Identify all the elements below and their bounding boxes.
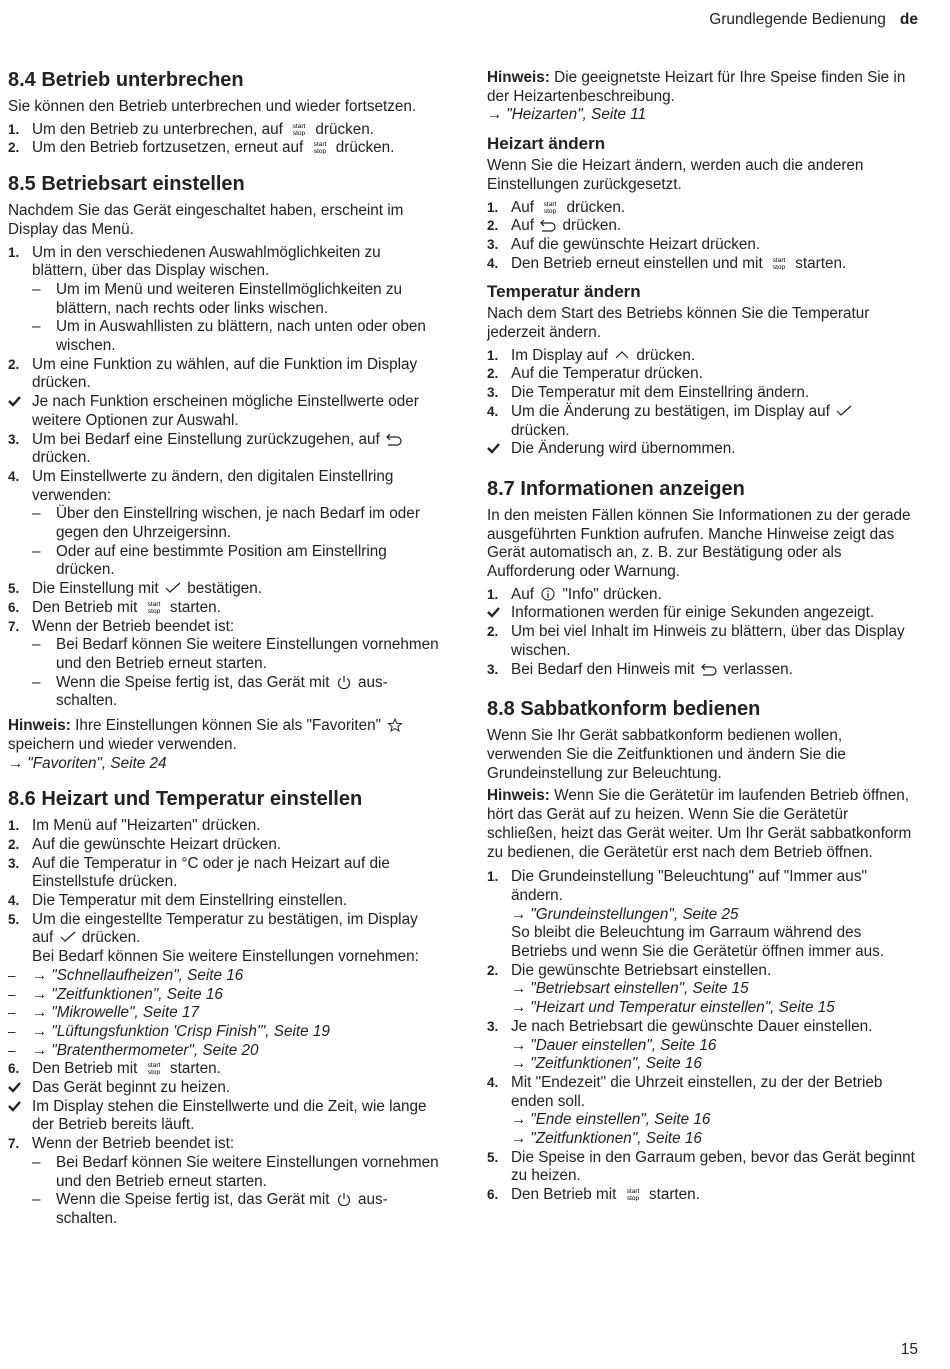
temperatur-aendern-intro: Nach dem Start des Betriebs können Sie die Temperatur jederzeit ändern. <box>487 305 870 342</box>
checkmark-icon <box>165 581 181 595</box>
list-item: 3. Bei Bedarf den Hinweis mit verlassen. <box>487 660 793 678</box>
list-item: 4. Den Betrieb erneut einstellen und mit start stop starten. <box>487 254 847 272</box>
sub-item: – Bei Bedarf können Sie weitere Einstellungen vornehmen und den Betrieb erneut starten. <box>32 636 439 672</box>
start-stop-icon <box>540 200 560 214</box>
list-item: 5. Die Speise in den Garraum geben, bevor das Gerät beginnt zu heizen. <box>487 1148 915 1185</box>
section-8-7-title: 8.7 Informationen anzeigen <box>487 477 745 500</box>
star-icon <box>387 718 403 732</box>
sub-item: – Bei Bedarf können Sie weitere Einstellungen vornehmen und den Betrieb erneut starten. <box>32 1153 439 1190</box>
result-check-icon <box>487 605 500 619</box>
list-item: 1. Im Menü auf "Heizarten" drücken. <box>8 817 261 835</box>
svg-text:stop: stop <box>147 1069 160 1076</box>
svg-text:start: start <box>626 1188 639 1196</box>
svg-text:stop: stop <box>313 148 326 155</box>
power-icon <box>336 675 352 689</box>
svg-text:stop: stop <box>544 207 557 214</box>
hint-geraetetuer: Hinweis: Wenn Sie die Gerätetür im laufenden Betrieb öffnen, hört das Gerät auf zu heizen. Wenn Sie die Gerätetür schließen, heizt das Gerät weiter. Um Ihr Gerät sabbatkonform zu bedienen, die Gerätetür erst nach dem Betrieb öffnen. <box>487 787 912 861</box>
reference-link[interactable]: → "Dauer einstellen", Seite 16 <box>511 1036 717 1054</box>
list-item: 4. Mit "Endezeit" die Uhrzeit einstellen, zu der der Betrieb enden soll. → "Ende einstellen", Seite 16 → "Zeitfunktionen", Seite 16 <box>487 1073 883 1148</box>
reference-link[interactable]: → "Grundeinstellungen", Seite 25 <box>511 905 739 923</box>
list-item: 3. Die Temperatur mit dem Einstellring ändern. <box>487 384 810 402</box>
right-column <box>487 69 919 1205</box>
reference-arrow-icon: → <box>511 905 527 923</box>
result-item: Je nach Funktion erscheinen mögliche Einstellwerte oder weitere Optionen zur Auswahl. <box>8 393 440 430</box>
section-8-4-intro: Sie können den Betrieb unterbrechen und wieder fortsetzen. <box>8 98 417 115</box>
reference-arrow-icon: → <box>511 1036 527 1054</box>
hint-heizarten: Hinweis: Die geeignetste Heizart für Ihre Speise finden Sie in der Heizartenbeschreibung. → "Heizarten", Seite 11 <box>487 69 906 124</box>
reference-arrow-icon: → <box>511 999 527 1017</box>
reference-link[interactable]: → "Zeitfunktionen", Seite 16 <box>511 1130 702 1148</box>
back-arrow-icon <box>540 218 556 232</box>
reference-arrow-icon: → <box>511 1055 527 1073</box>
result-check-icon <box>8 1099 21 1113</box>
list-item: 6. Den Betrieb mit start stop starten. <box>8 598 221 616</box>
reference-arrow-icon: → <box>8 754 24 772</box>
sub-item: – Wenn die Speise fertig ist, das Gerät mit ausschalten. <box>32 673 388 710</box>
back-arrow-icon <box>386 432 402 446</box>
section-8-8-intro: Wenn Sie Ihr Gerät sabbatkonform bedienen wollen, verwenden Sie die Zeitfunktionen und ändern Sie die Grundeinstellung zur Beleuchtung. <box>487 727 846 782</box>
reference-item[interactable]: – → "Bratenthermometer", Seite 20 <box>8 1041 259 1059</box>
left-column <box>8 58 440 1229</box>
page-header <box>709 11 918 30</box>
reference-link[interactable]: → "Heizart und Temperatur einstellen", Seite 15 <box>511 999 835 1017</box>
result-check-icon <box>487 441 500 455</box>
list-item: 1. Im Display auf drücken. <box>487 346 696 364</box>
list-item: 7. Wenn der Betrieb beendet ist: <box>8 617 235 635</box>
sub-item: – Über den Einstellring wischen, je nach Bedarf im oder gegen den Uhrzeigersinn. <box>32 505 420 542</box>
list-item: 1. Um den Betrieb zu unterbrechen, auf start stop drücken. <box>8 120 375 138</box>
reference-arrow-icon: → <box>511 1111 527 1129</box>
svg-text:stop: stop <box>292 129 306 136</box>
start-stop-icon <box>769 256 789 270</box>
list-item: 2. Auf drücken. <box>487 217 622 235</box>
svg-text:start: start <box>772 256 786 264</box>
list-item: 3. Um bei Bedarf eine Einstellung zurückzugehen, auf drücken. <box>8 431 440 468</box>
result-check-icon <box>8 394 21 408</box>
power-icon <box>336 1192 352 1206</box>
reference-arrow-icon: → <box>487 106 503 124</box>
list-item: 4. Um die Änderung zu bestätigen, im Display auf drücken. <box>487 403 919 440</box>
start-stop-icon <box>144 1061 164 1075</box>
result-item: Die Änderung wird übernommen. <box>487 440 919 459</box>
start-stop-icon <box>310 140 330 154</box>
reference-link[interactable]: → "Ende einstellen", Seite 16 <box>511 1111 711 1129</box>
list-item: 4. Um Einstellwerte zu ändern, den digitalen Einstellring verwenden: <box>8 467 394 504</box>
reference-arrow-icon: → <box>32 1022 48 1040</box>
temperatur-aendern-title: Temperatur ändern <box>487 282 641 302</box>
list-item: 2. Die gewünschte Betriebsart einstellen. → "Betriebsart einstellen", Seite 15 → "Heizart und Temperatur einstellen", Seite 15 <box>487 961 835 1017</box>
header-title: Grundlegende Bedienung <box>709 11 886 28</box>
list-item: 4. Die Temperatur mit dem Einstellring einstellen. <box>8 892 348 910</box>
reference-arrow-icon: → <box>32 1004 48 1022</box>
list-item: 6. Den Betrieb mit start stop starten. <box>8 1060 221 1078</box>
reference-arrow-icon: → <box>511 980 527 998</box>
heizart-aendern-intro: Wenn Sie die Heizart ändern, werden auch die anderen Einstellungen zurückgesetzt. <box>487 157 864 193</box>
list-item: 1. Die Grundeinstellung "Beleuchtung" auf "Immer aus" ändern. → "Grundeinstellungen", Seite 25 So bleibt die Beleuchtung im Garraum während des Betriebs und wenn Sie die Gerätetür öffnen immer aus. <box>487 868 884 961</box>
list-item: 6. Den Betrieb mit start stop starten. <box>487 1186 700 1204</box>
page-number: 15 <box>900 1341 918 1359</box>
list-item: 2. Auf die Temperatur drücken. <box>487 365 703 383</box>
svg-text:stop: stop <box>626 1195 639 1202</box>
heizart-aendern-title: Heizart ändern <box>487 134 606 154</box>
section-8-6-title: 8.6 Heizart und Temperatur einstellen <box>8 788 363 811</box>
svg-text:start: start <box>147 600 160 608</box>
list-item: 5. Um die eingestellte Temperatur zu bestätigen, im Display auf drücken. Bei Bedarf können Sie weitere Einstellungen vornehmen: <box>8 910 419 966</box>
section-8-7-intro: In den meisten Fällen können Sie Informationen zu der gerade ausgeführten Funktion aufrufen. Manche Hinweise zeigt das Gerät automatisch an, z. B. zur Bestätigung oder als Aufforderung oder Warnung. <box>487 506 911 581</box>
start-stop-icon <box>144 600 164 614</box>
reference-arrow-icon: → <box>32 966 48 984</box>
section-8-5-intro: Nachdem Sie das Gerät eingeschaltet haben, erscheint im Display das Menü. <box>8 202 404 238</box>
list-item: 2. Um bei viel Inhalt im Hinweis zu blättern, über das Display wischen. <box>487 623 905 659</box>
info-icon <box>540 587 556 601</box>
checkmark-icon <box>836 404 852 418</box>
checkmark-icon <box>60 930 76 944</box>
list-item: 3. Auf die Temperatur in °C oder je nach Heizart auf die Einstellstufe drücken. <box>8 854 390 891</box>
list-item: 1. Um in den verschiedenen Auswahlmöglichkeiten zu blättern, über das Display wischen. <box>8 243 381 280</box>
svg-text:start: start <box>313 141 326 149</box>
reference-arrow-icon: → <box>511 1130 527 1148</box>
result-check-icon <box>8 1080 21 1094</box>
list-item: 5. Die Einstellung mit bestätigen. <box>8 580 263 598</box>
language-code: de <box>899 11 918 28</box>
reference-arrow-icon: → <box>32 985 48 1003</box>
list-item: 1. Auf start stop drücken. <box>487 198 626 216</box>
svg-text:stop: stop <box>772 263 786 270</box>
sub-item: – Oder auf eine bestimmte Position am Einstellring drücken. <box>32 542 387 579</box>
svg-text:stop: stop <box>147 607 160 614</box>
sub-item: – Um in Auswahllisten zu blättern, nach unten oder oben wischen. <box>32 318 426 355</box>
reference-arrow-icon: → <box>32 1041 48 1059</box>
svg-text:start: start <box>147 1062 160 1070</box>
list-item: 3. Auf die gewünschte Heizart drücken. <box>487 235 761 253</box>
chevron-up-icon <box>614 348 630 362</box>
section-8-5-title: 8.5 Betriebsart einstellen <box>8 173 245 196</box>
svg-text:start: start <box>543 200 557 208</box>
result-item: Das Gerät beginnt zu heizen. <box>8 1079 440 1098</box>
list-item: 2. Um eine Funktion zu wählen, auf die Funktion im Display drücken. <box>8 355 418 392</box>
reference-link[interactable]: → "Betriebsart einstellen", Seite 15 <box>511 980 749 998</box>
hint-favoriten: Hinweis: Ihre Einstellungen können Sie als "Favoriten" speichern und wieder verwenden. → "Favoriten", Seite 24 <box>8 717 440 773</box>
start-stop-icon <box>289 122 309 136</box>
back-arrow-icon <box>701 662 717 676</box>
reference-link[interactable]: → "Zeitfunktionen", Seite 16 <box>511 1055 702 1073</box>
section-8-8-title: 8.8 Sabbatkonform bedienen <box>487 698 761 721</box>
reference-item[interactable]: – → "Zeitfunktionen", Seite 16 <box>8 985 223 1003</box>
section-8-4-title: 8.4 Betrieb unterbrechen <box>8 69 244 91</box>
list-item: 1. Auf "Info" drücken. <box>487 585 662 603</box>
reference-item[interactable]: – → "Schnellaufheizen", Seite 16 <box>8 966 244 984</box>
start-stop-icon <box>623 1187 643 1201</box>
sub-item: – Wenn die Speise fertig ist, das Gerät mit ausschalten. <box>32 1191 388 1227</box>
result-item: Im Display stehen die Einstellwerte und die Zeit, wie lange der Betrieb bereits läuft. <box>8 1098 440 1135</box>
reference-link[interactable]: → "Favoriten", Seite 24 <box>8 754 167 772</box>
reference-link[interactable]: → "Heizarten", Seite 11 <box>487 106 647 124</box>
sub-item: – Um im Menü und weiteren Einstellmöglichkeiten zu blättern, nach rechts oder links wischen. <box>32 280 403 317</box>
svg-text:start: start <box>292 122 306 130</box>
list-item: 2. Um den Betrieb fortzusetzen, erneut auf start stop drücken. <box>8 139 395 157</box>
reference-item[interactable]: – → "Mikrowelle", Seite 17 <box>8 1004 200 1022</box>
reference-item[interactable]: – → "Lüftungsfunktion 'Crisp Finish'", Seite 19 <box>8 1022 330 1040</box>
result-item: Informationen werden für einige Sekunden angezeigt. <box>487 604 919 623</box>
list-item: 7. Wenn der Betrieb beendet ist: <box>8 1135 235 1153</box>
list-item: 2. Auf die gewünschte Heizart drücken. <box>8 835 282 853</box>
list-item: 3. Je nach Betriebsart die gewünschte Dauer einstellen. → "Dauer einstellen", Seite 16 → "Zeitfunktionen", Seite 16 <box>487 1017 873 1073</box>
